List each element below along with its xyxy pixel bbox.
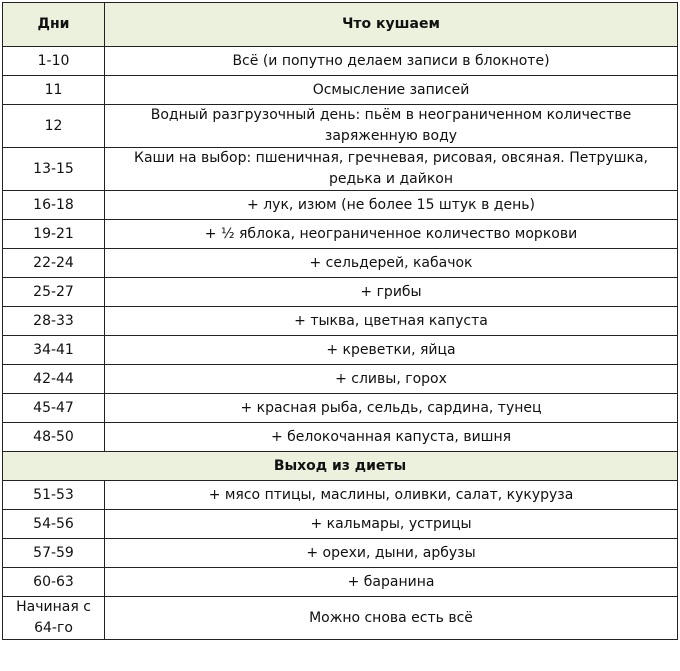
days-cell: 60-63 [3,568,105,597]
header-days: Дни [3,3,105,47]
days-cell: 48-50 [3,423,105,452]
table-row [3,539,678,568]
days-cell: 22-24 [3,249,105,278]
table-row [3,47,678,76]
table-row [3,568,678,597]
food-cell: + лук, изюм (не более 15 штук в день) [105,191,678,220]
food-cell: + баранина [105,568,678,597]
section-title: Выход из диеты [3,452,678,481]
food-cell: + тыква, цветная капуста [105,307,678,336]
days-cell: 19-21 [3,220,105,249]
food-cell: + грибы [105,278,678,307]
days-cell: Начиная с 64-го [3,597,105,640]
diet-table [2,2,678,640]
table-row [3,394,678,423]
days-cell: 45-47 [3,394,105,423]
table-row [3,307,678,336]
days-cell: 54-56 [3,510,105,539]
table-row [3,105,678,148]
table-row [3,148,678,191]
table-row [3,336,678,365]
days-cell: 12 [3,105,105,148]
days-cell: 16-18 [3,191,105,220]
days-cell: 13-15 [3,148,105,191]
table-row [3,76,678,105]
days-cell: 51-53 [3,481,105,510]
food-cell: + кальмары, устрицы [105,510,678,539]
table-row [3,249,678,278]
table-header-row [3,3,678,47]
food-cell: + мясо птицы, маслины, оливки, салат, кукуруза [105,481,678,510]
table-row [3,365,678,394]
food-cell: Каши на выбор: пшеничная, гречневая, рисовая, овсяная. Петрушка, редька и дайкон [105,148,678,191]
table-row [3,510,678,539]
table-row [3,278,678,307]
days-cell: 1-10 [3,47,105,76]
table-row [3,481,678,510]
food-cell: + белокочанная капуста, вишня [105,423,678,452]
food-cell: Осмысление записей [105,76,678,105]
days-cell: 42-44 [3,365,105,394]
table-row [3,191,678,220]
food-cell: + креветки, яйца [105,336,678,365]
table-row [3,597,678,640]
days-cell: 57-59 [3,539,105,568]
food-cell: + сельдерей, кабачок [105,249,678,278]
table-row [3,220,678,249]
header-food: Что кушаем [105,3,678,47]
days-cell: 11 [3,76,105,105]
food-cell: Можно снова есть всё [105,597,678,640]
days-cell: 28-33 [3,307,105,336]
food-cell: Водный разгрузочный день: пьём в неограниченном количестве заряженную воду [105,105,678,148]
food-cell: + орехи, дыни, арбузы [105,539,678,568]
food-cell: Всё (и попутно делаем записи в блокноте) [105,47,678,76]
section-header-row [3,452,678,481]
table-row [3,423,678,452]
days-cell: 34-41 [3,336,105,365]
food-cell: + сливы, горох [105,365,678,394]
days-cell: 25-27 [3,278,105,307]
food-cell: + ½ яблока, неограниченное количество моркови [105,220,678,249]
food-cell: + красная рыба, сельдь, сардина, тунец [105,394,678,423]
